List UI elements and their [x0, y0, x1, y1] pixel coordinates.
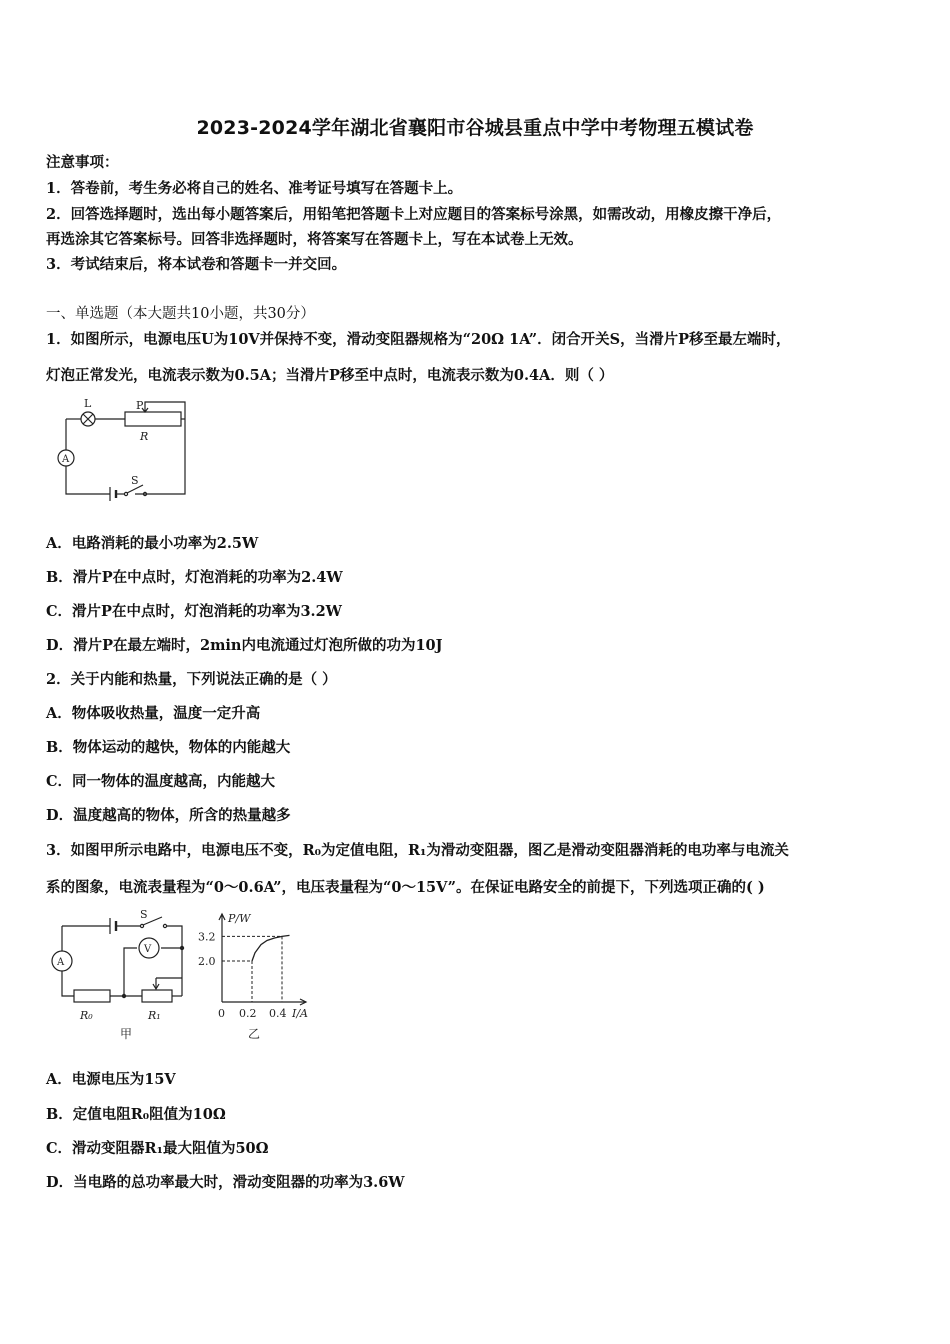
chart-axes: [219, 914, 306, 1005]
x-axis-label: I/A: [292, 1007, 308, 1020]
switch-label: S: [140, 908, 148, 921]
question-2-option-d[interactable]: D．温度越高的物体，所含的热量越多: [46, 807, 291, 824]
voltmeter-label: V: [144, 944, 152, 955]
question-3-stem: 3．如图甲所示电路中，电源电压不变，R₀为定值电阻，R₁为滑动变阻器，图乙是滑动变阻器消耗的电功率与电流关: [46, 842, 789, 859]
notice-item: 再选涂其它答案标号。回答非选择题时，将答案写在答题卡上，写在本试卷上无效。: [46, 231, 583, 248]
section-heading: 一、单选题（本大题共10小题，共30分）: [46, 306, 315, 322]
lamp-label: L: [84, 397, 92, 410]
question-1-option-d[interactable]: D．滑片P在最左端时，2min内电流通过灯泡所做的功为10J: [46, 637, 443, 654]
figure-caption-jia: 甲: [120, 1027, 133, 1041]
r0-label: R₀: [80, 1009, 93, 1022]
slider-label: P: [136, 399, 144, 412]
notice-heading: 注意事项：: [46, 154, 119, 171]
notice-item: 2．回答选择题时，选出每小题答案后，用铅笔把答题卡上对应题目的答案标号涂黑，如需改动，用橡皮擦干净后，: [46, 206, 782, 223]
question-1-stem: 灯泡正常发光，电流表示数为0.5A；当滑片P移至中点时，电流表示数为0.4A．则（ ）: [46, 367, 614, 384]
question-1-option-c[interactable]: C．滑片P在中点时，灯泡消耗的功率为3.2W: [46, 603, 342, 620]
figure-caption-yi: 乙: [248, 1027, 261, 1041]
ammeter-label: A: [62, 454, 70, 465]
question-3-option-b[interactable]: B．定值电阻R₀阻值为10Ω: [46, 1106, 226, 1123]
question-3-option-a[interactable]: A．电源电压为15V: [46, 1071, 176, 1088]
x-tick-label: 0.4: [269, 1007, 287, 1020]
question-1-stem: 1．如图所示，电源电压U为10V并保持不变，滑动变阻器规格为“20Ω 1A”．闭合开关S，当滑片P移至最左端时，: [46, 331, 791, 348]
x-tick-label: 0.2: [239, 1007, 257, 1020]
y-axis-label: P/W: [228, 912, 251, 925]
question-1-option-a[interactable]: A．电路消耗的最小功率为2.5W: [46, 535, 259, 552]
x-tick-label: 0: [218, 1007, 225, 1020]
question-3-power-current-chart: [196, 906, 326, 1046]
question-2-stem: 2．关于内能和热量，下列说法正确的是（ ）: [46, 671, 337, 688]
series-line: [252, 935, 290, 961]
question-2-option-c[interactable]: C．同一物体的温度越高，内能越大: [46, 773, 276, 790]
question-3-stem: 系的图象，电流表量程为“0～0.6A”，电压表量程为“0～15V”。在保证电路安全的前提下，下列选项正确的( ): [46, 879, 765, 896]
y-tick-label: 2.0: [198, 955, 216, 968]
y-tick-label: 3.2: [198, 930, 216, 944]
notice-item: 1．答卷前，考生务必将自己的姓名、准考证号填写在答题卡上。: [46, 180, 463, 197]
notice-item: 3．考试结束后，将本试卷和答题卡一并交回。: [46, 256, 347, 273]
question-2-option-a[interactable]: A．物体吸收热量，温度一定升高: [46, 705, 261, 722]
switch-label: S: [131, 474, 139, 487]
page-title: 2023-2024学年湖北省襄阳市谷城县重点中学中考物理五模试卷: [196, 117, 754, 139]
question-3-option-c[interactable]: C．滑动变阻器R₁最大阻值为50Ω: [46, 1140, 269, 1157]
r1-label: R₁: [148, 1009, 161, 1022]
question-3-option-d[interactable]: D．当电路的总功率最大时，滑动变阻器的功率为3.6W: [46, 1174, 405, 1191]
question-1-circuit-figure: [50, 394, 190, 504]
question-1-option-b[interactable]: B．滑片P在中点时，灯泡消耗的功率为2.4W: [46, 569, 343, 586]
question-2-option-b[interactable]: B．物体运动的越快，物体的内能越大: [46, 739, 291, 756]
ammeter-label: A: [57, 957, 65, 968]
resistor-label: R: [140, 430, 149, 443]
question-3-circuit-figure: [44, 906, 194, 1046]
